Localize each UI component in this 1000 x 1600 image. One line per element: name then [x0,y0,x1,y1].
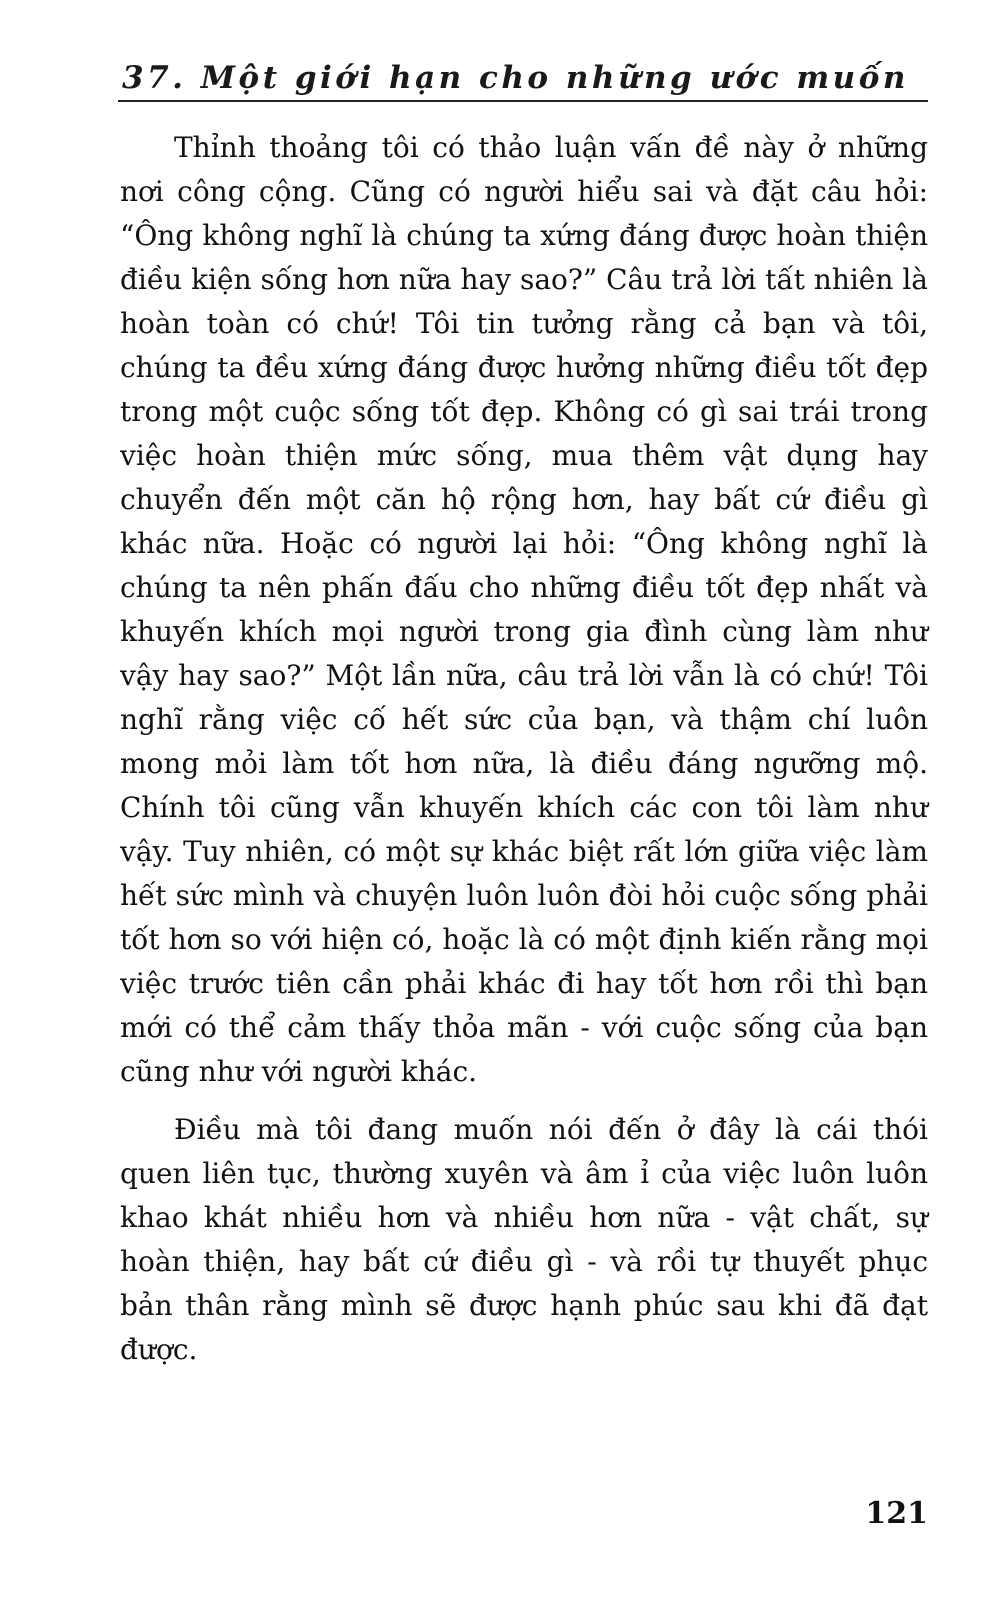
running-header [118,52,928,102]
page-number: 121 [865,1496,928,1531]
chapter-title: 37. Một giới hạn cho những ước muốn [122,60,909,96]
page-body [120,126,928,1386]
paragraph-1: Thỉnh thoảng tôi có thảo luận vấn đề này ở những nơi công cộng. Cũng có người hiểu sai và đặt câu hỏi: “Ông không nghĩ là chúng ta xứng đáng được hoàn thiện điều kiện sống hơn nữa hay sao?” Câu trả lời tất nhiên là hoàn toàn có chứ! Tôi tin tưởng rằng cả bạn và tôi, chúng ta đều xứng đáng được hưởng những điều tốt đẹp trong một cuộc sống tốt đẹp. Không có gì sai trái trong việc hoàn thiện mức sống, mua thêm vật dụng hay chuyển đến một căn hộ rộng hơn, hay bất cứ điều gì khác nữa. Hoặc có người lại hỏi: “Ông không nghĩ là chúng ta nên phấn đấu cho những điều tốt đẹp nhất và khuyến khích mọi người trong gia đình cùng làm như vậy hay sao?” Một lần nữa, câu trả lời vẫn là có chứ! Tôi nghĩ rằng việc cố hết sức của bạn, và thậm chí luôn mong mỏi làm tốt hơn nữa, là điều đáng ngưỡng mộ. Chính tôi cũng vẫn khuyến khích các con tôi làm như vậy. Tuy nhiên, có một sự khác biệt rất lớn giữa việc làm hết sức mình và chuyện luôn luôn đòi hỏi cuộc sống phải tốt hơn so với hiện có, hoặc là có một định kiến rằng mọi việc trước tiên cần phải khác đi hay tốt hơn rồi thì bạn mới có thể cảm thấy thỏa mãn - với cuộc sống của bạn cũng như với người khác. [120,131,928,1088]
paragraph-2: Điều mà tôi đang muốn nói đến ở đây là cái thói quen liên tục, thường xuyên và âm ỉ của việc luôn luôn khao khát nhiều hơn và nhiều hơn nữa - vật chất, sự hoàn thiện, hay bất cứ điều gì - và rồi tự thuyết phục bản thân rằng mình sẽ được hạnh phúc sau khi đã đạt được. [120,1113,928,1366]
